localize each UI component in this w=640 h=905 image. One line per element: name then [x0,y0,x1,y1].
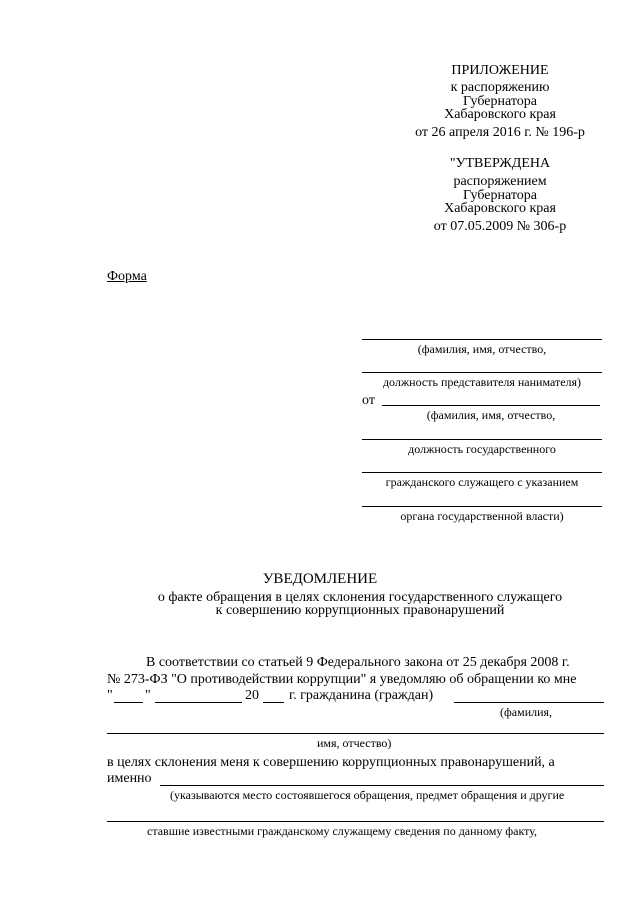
field-hint: (указываются место состоявшегося обращения, предмет обращения и другие [170,788,565,802]
addressee-line[interactable] [362,472,602,473]
body-text: В соответствии со статьей 9 Федерального закона от 25 декабря 2008 г. [146,655,570,670]
from-line[interactable] [382,405,600,406]
appendix-date: от 26 апреля 2016 г. № 196-р [415,125,585,140]
field-hint: имя, отчество) [317,736,392,750]
details-field[interactable] [160,785,604,786]
notice-title: УВЕДОМЛЕНИЕ [262,571,378,587]
notice-subtitle: о факте обращения в целях склонения государственного служащего [157,590,563,605]
appendix-line: Губернатора [462,94,538,109]
addressee-hint: органа государственной власти) [400,509,564,523]
addressee-hint: (фамилия, имя, отчество, [417,342,547,356]
appendix-title: ПРИЛОЖЕНИЕ [451,63,549,78]
addressee-hint: гражданского служащего с указанием [385,475,579,489]
body-text: № 273-ФЗ "О противодействии коррупции" я уведомляю об обращении ко мне [107,672,577,687]
details-field-line[interactable] [107,821,604,822]
from-prefix: от [362,393,375,408]
approved-title: "УТВЕРЖДЕНА [449,156,551,171]
approved-line: распоряжением [453,174,547,189]
field-hint: ставшие известными гражданскому служащему сведения по данному факту, [147,824,537,838]
addressee-hint: должность государственного [408,442,556,456]
year-field[interactable] [263,702,284,703]
quote-close: " [145,688,151,703]
form-label: Форма [107,269,147,284]
addressee-line[interactable] [362,372,602,373]
appendix-line: к распоряжению [450,80,550,95]
addressee-line[interactable] [362,439,602,440]
addressee-line[interactable] [362,339,602,340]
citizen-field-line[interactable] [107,733,604,734]
addressee-hint: (фамилия, имя, отчество, [426,408,556,422]
quote-open: " [107,688,113,703]
year-prefix: 20 [245,688,259,703]
date-suffix: г. гражданина (граждан) [289,688,434,703]
appendix-line: Хабаровского края [444,107,556,122]
citizen-field[interactable] [454,702,604,703]
approved-line: Губернатора [462,188,538,203]
field-hint: (фамилия, [500,705,553,719]
body-text: именно [107,771,152,786]
approved-line: Хабаровского края [444,201,556,216]
month-field[interactable] [155,702,242,703]
addressee-hint: должность представителя нанимателя) [382,375,582,389]
notice-subtitle: к совершению коррупционных правонарушений [215,603,505,618]
addressee-line[interactable] [362,506,602,507]
day-field[interactable] [114,702,143,703]
body-text: в целях склонения меня к совершению коррупционных правонарушений, а [107,755,555,770]
approved-date: от 07.05.2009 № 306-р [433,219,567,234]
